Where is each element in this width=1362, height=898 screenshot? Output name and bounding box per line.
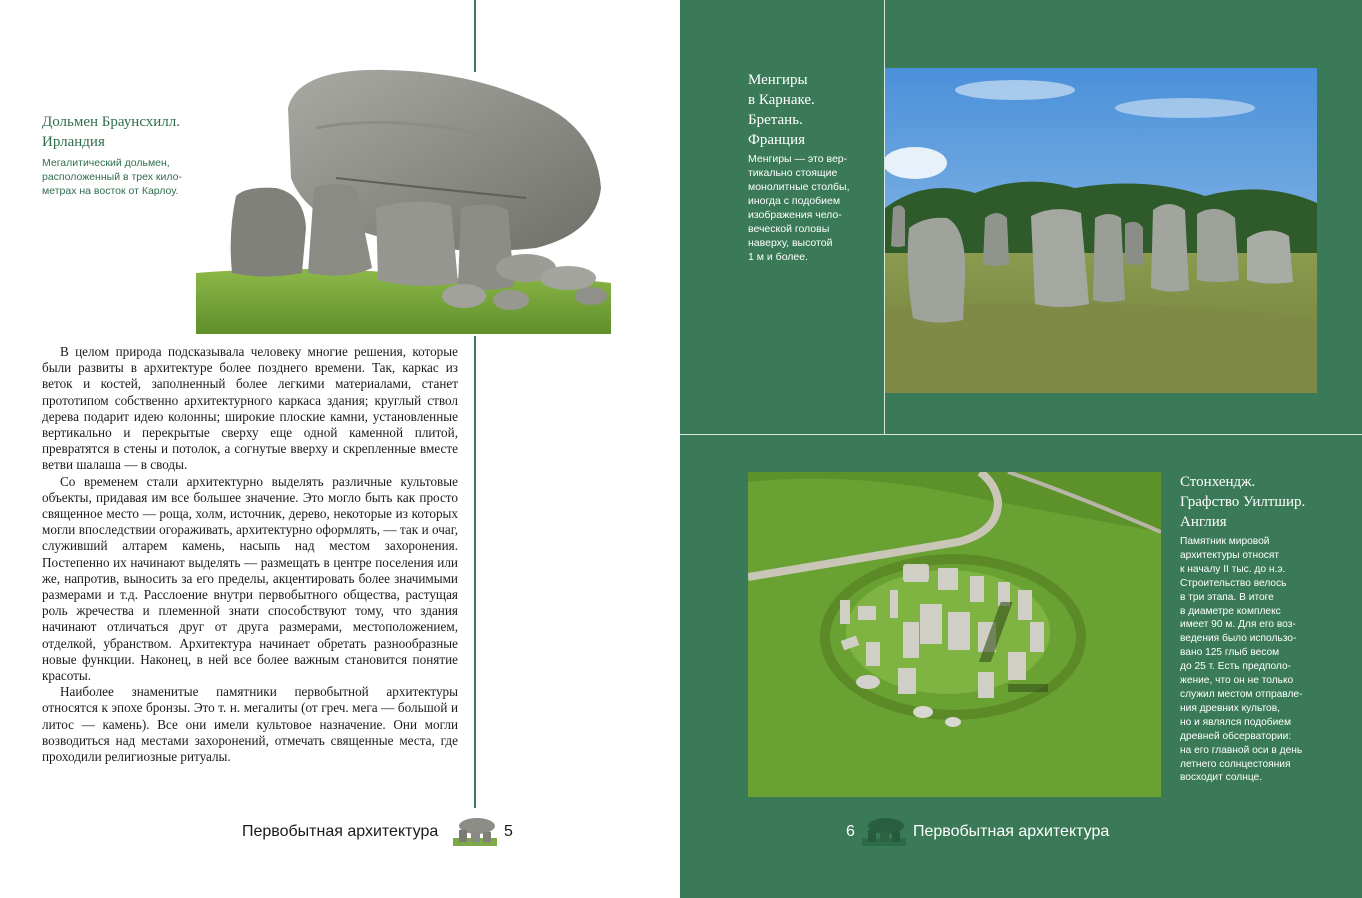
dolmen-icon xyxy=(453,816,497,846)
caption-line: ния древних культов, xyxy=(1180,702,1280,714)
stonehenge-photo xyxy=(748,472,1161,797)
caption-title-line: в Карнаке. xyxy=(748,92,815,108)
caption-title-line: Дольмен Браунсхилл. xyxy=(42,114,181,130)
body-text xyxy=(42,344,458,765)
caption-line: монолитные столбы, xyxy=(748,181,850,193)
running-title: Первобытная архитектура xyxy=(913,823,1110,840)
dolmen-icon xyxy=(862,816,906,846)
caption-line: изображения чело- xyxy=(748,209,842,221)
caption-line: ведения было использо- xyxy=(1180,633,1297,645)
caption-line: жение, что он не только xyxy=(1180,675,1294,687)
caption-line: веческой головы xyxy=(748,223,830,235)
caption-line: на его главной оси в день xyxy=(1180,744,1303,756)
caption-title-line: Менгиры xyxy=(748,72,808,88)
caption-line: в три этапа. В итоге xyxy=(1180,591,1274,603)
right-page-number xyxy=(846,822,855,842)
caption-line: Строительство велось xyxy=(1180,577,1287,589)
caption-title-line: Графство Уилтшир. xyxy=(1180,494,1306,510)
caption-line: архитектуры относят xyxy=(1180,549,1280,561)
dolmen-caption-text xyxy=(42,156,182,198)
caption-line: метрах на восток от Карлоу. xyxy=(42,185,179,197)
caption-line: но и являлся подобием xyxy=(1180,716,1291,728)
paragraph: Со временем стали архитектурно выделять различные культовые объекты, придавая им все большее значение. Это могло быть как просто священное место — роща, холм, источник, дерево, некоторые из которых могли впоследствии огораживать, архитектурно оформлять, — так и очаг, служивший алтарем камень, насыпь над местом захоронения. Постепенно их начинают выделять — размещать в центре поселения или же, напротив, выносить за его пределы, акцентировать более значимыми размерами и т.д. Расслоение внутри первобытного общества, растущая роль жречества и племенной знати способствуют тому, что здания начинают отличаться друг от друга размерами, местоположением, отделкой, убранством. Архитектура начинает обретать разнообразные новые функции. Наконец, в ней все более важным становится понятие красоты. xyxy=(42,473,458,684)
vertical-rule-bottom xyxy=(474,336,476,808)
caption-line: 1 м и более. xyxy=(748,251,809,263)
right-footer xyxy=(913,822,1109,842)
caption-line: в диаметре комплекс xyxy=(1180,605,1281,617)
caption-title-line: Бретань. xyxy=(748,112,803,128)
caption-line: летнего солнцестояния xyxy=(1180,758,1291,770)
menhirs-caption-text xyxy=(748,152,850,264)
caption-line: расположенный в трех кило- xyxy=(42,171,182,183)
caption-line: имеет 90 м. Для его воз- xyxy=(1180,619,1296,631)
left-footer xyxy=(242,822,438,842)
horizontal-rule xyxy=(680,434,1362,435)
caption-line: иногда с подобием xyxy=(748,195,841,207)
stonehenge-caption-title xyxy=(1180,472,1305,532)
caption-line: служил местом отправле- xyxy=(1180,688,1303,700)
caption-title-line: Англия xyxy=(1180,514,1227,530)
dolmen-caption-title xyxy=(42,112,180,152)
caption-line: до 25 т. Есть предполо- xyxy=(1180,661,1292,673)
right-page xyxy=(680,0,1362,898)
caption-line: Менгиры — это вер- xyxy=(748,153,848,165)
caption-line: древней обсерватории: xyxy=(1180,730,1292,742)
left-page-number xyxy=(504,822,513,842)
caption-line: Памятник мировой xyxy=(1180,536,1270,547)
menhirs-caption-title xyxy=(748,70,815,150)
page-number: 5 xyxy=(504,823,513,840)
dolmen-photo xyxy=(196,68,611,334)
left-page xyxy=(0,0,680,898)
caption-line: наверху, высотой xyxy=(748,237,833,249)
caption-title-line: Ирландия xyxy=(42,134,105,150)
caption-title-line: Стонхендж. xyxy=(1180,474,1256,490)
running-title: Первобытная архитектура xyxy=(242,823,439,840)
caption-line: вано 125 глыб весом xyxy=(1180,647,1280,659)
stonehenge-caption-text xyxy=(1180,535,1302,785)
paragraph: В целом природа подсказывала человеку многие решения, которые были развиты в архитектуре более позднего времени. Так, каркас из веток и костей, заполненный более легкими материалами, станет прототипом собственно архитектурного каркаса здания; круглый ствол дерева подарит идею колонны; широкие плоские камни, установленные вертикально и перекрытые сверху еще одной каменной плитой, превратятся в стены и потолок, а согнутые вверху и скрепленные вместе ветви шалаша — в своды. xyxy=(42,344,458,473)
menhirs-photo xyxy=(885,68,1317,393)
vertical-rule-top xyxy=(474,0,476,72)
paragraph: Наиболее знаменитые памятники первобытной архитектуры относятся к эпохе бронзы. Это т. н. мегалиты (от греч. мега — большой и литос — камень). Все они имели культовое назначение. Они могли возводиться над местами захоронений, отмечать священные места, где проходили религиозные ритуалы. xyxy=(42,684,458,765)
caption-line: восходит солнце. xyxy=(1180,772,1263,784)
caption-line: тикально стоящие xyxy=(748,167,838,179)
caption-title-line: Франция xyxy=(748,132,805,148)
caption-line: Мегалитический дольмен, xyxy=(42,157,170,169)
caption-line: к началу II тыс. до н.э. xyxy=(1180,563,1286,575)
page-number: 6 xyxy=(846,823,855,840)
